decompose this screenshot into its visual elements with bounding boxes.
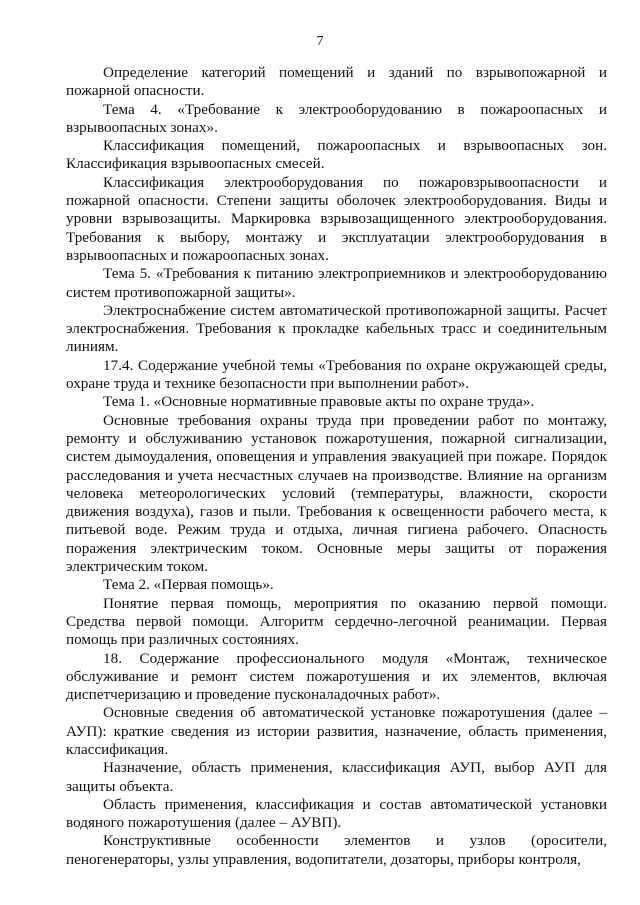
paragraph-safety-requirements: Основные требования охраны труда при проведении работ по монтажу, ремонту и обслуживанию установок пожаротушения, пожарной сигнализации, систем дымоудаления, оповещения и управления эвакуацией при пожаре. Порядок расследования и учета несчастных случаев на производстве. Влияние на организм человека метеорологических условий (температуры, влажности, скорости движения воздуха), газов и пыли. Требования к освещенности рабочего места, к питьевой воде. Режим труда и отдыха, личная гигиена рабочего. Опасность поражения электрическим током. Основные меры защиты от поражения электрическим током. [66,411,607,576]
paragraph-aup-purpose: Назначение, область применения, классификация АУП, выбор АУП для защиты объекта. [66,759,607,795]
paragraph-equipment-classification: Классификация электрооборудования по пожаровзрывоопасности и пожарной опасности. Степени защиты оболочек электрооборудования. Виды и уровни взрывозащиты. Маркировка взрывозащищенного электрооборудования. Требования к выбору, монтажу и эксплуатации электрооборудования в взрывоопасных и пожароопасных зонах. [66,173,607,264]
paragraph-zone-classification: Классификация помещений, пожароопасных и взрывоопасных зон. Классификация взрывоопасных смесей. [66,137,607,173]
paragraph-power-supply: Электроснабжение систем автоматической противопожарной защиты. Расчет электроснабжения. Требования к прокладке кабельных трасс и соединительным линиям. [66,301,607,356]
page-number: 7 [316,34,324,49]
paragraph-topic-5-title: Тема 5. «Требования к питанию электроприемников и электрооборудованию систем противопожарной защиты». [66,265,607,301]
paragraph-design-features: Конструктивные особенности элементов и узлов (оросители, пеногенераторы, узлы управления, водопитатели, дозаторы, приборы контроля, [66,832,607,868]
paragraph-section-17-4: 17.4. Содержание учебной темы «Требования по охране окружающей среды, охране труда и технике безопасности при выполнении работ». [66,356,607,393]
paragraph-topic-1-title: Тема 1. «Основные нормативные правовые акты по охране труда». [103,393,535,411]
paragraph-topic-4-title: Тема 4. «Требование к электрооборудованию в пожароопасных и взрывоопасных зонах». [66,100,607,136]
document-body [66,64,607,869]
paragraph-topic-2-title: Тема 2. «Первая помощь». [103,576,274,594]
paragraph-auvp-scope: Область применения, классификация и состав автоматической установки водяного пожаротушения (далее – АУВП). [66,795,607,832]
paragraph-first-aid: Понятие первая помощь, мероприятия по оказанию первой помощи. Средства первой помощи. Алгоритм сердечно-легочной реанимации. Первая помощь при различных состояниях. [66,594,607,649]
paragraph-section-18: 18. Содержание профессионального модуля «Монтаж, техническое обслуживание и ремонт систем пожаротушения и их элементов, включая диспетчеризацию и проведение пусконаладочных работ». [66,649,607,704]
paragraph-aup-basics: Основные сведения об автоматической установке пожаротушения (далее – АУП): краткие сведения из истории развития, назначение, область применения, классификация. [66,704,607,758]
paragraph-category-definition: Определение категорий помещений и зданий по взрывопожарной и пожарной опасности. [66,64,607,100]
